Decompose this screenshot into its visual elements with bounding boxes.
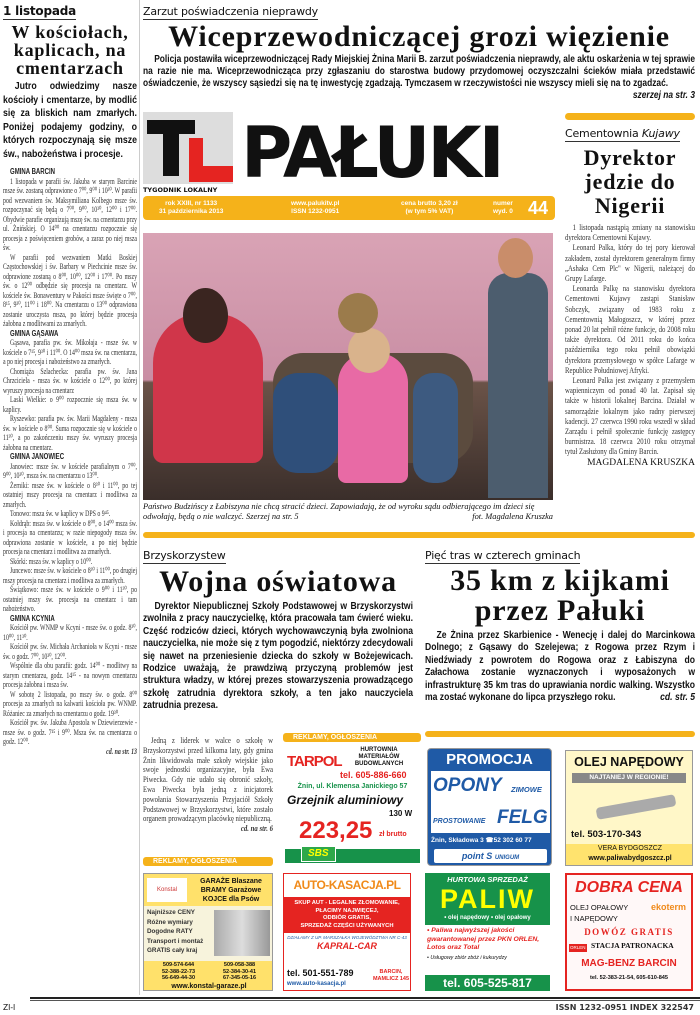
masthead [143, 112, 555, 222]
paragraph: Tonowo: msza św. w kaplicy w DPS o 9⁴⁵. [10, 509, 111, 518]
paragraph: Kościół pw. św. Jakuba Apostola w Dziewierzewie - msze św. o godz. 7¹⁵ i 9⁰⁰. Msza św. na cmentarzu o godz. 12⁰⁰. [3, 718, 138, 746]
ad-paliw[interactable] [425, 873, 550, 991]
column-divider [139, 0, 140, 995]
ad-text: Dogodne RATY [147, 928, 193, 936]
tl-logo [143, 112, 233, 184]
ads-label: REKLAMY, OGŁOSZENIA [283, 733, 421, 742]
paper-title: PAŁUKI [241, 112, 502, 194]
ad-text: STACJA PATRONACKA [591, 941, 674, 950]
photo-caption [143, 502, 553, 522]
price: cena brutto 3,20 zł [401, 200, 458, 207]
paragraph: W sobotę 2 listopada, po mszy św. o godz. 8⁰⁰ procesja za zmarłych na kalwarii kościoła pw. WNMP. Różaniec za zmarłych na cmentarzu o godz. 19³⁰. [3, 689, 138, 718]
ad-phone: 52-388-22-73 [161, 968, 196, 975]
paragraph: Juncewo: msze św. w kościele o 8³⁰ i 11⁰⁰, po drugiej mszy procesja na cmentarz i modlitwa za zmarłych. [3, 566, 138, 585]
ad-text: VERA BYDGOSZCZ [597, 845, 663, 852]
ad-phone: 56-649-44-30 [161, 975, 196, 981]
ad-website: www.konstal-garaze.pl [171, 983, 247, 990]
ad-phone: tel. 503-170-343 [571, 829, 642, 840]
photo-credit: fot. Magdalena Kruszka [472, 512, 553, 521]
ad-text: FELG [497, 807, 548, 828]
paragraph: Żerniki: msze św. w kościele o 8³⁰ i 11⁰⁰, po tej ostatniej mszy procesja na cmentarz i modlitwa za zmarłych. [3, 480, 138, 509]
ad-konstal[interactable] [143, 873, 273, 991]
ad-text: BRAMY Garażowe [200, 887, 262, 894]
paragraph: Leonard Palka jest związany z przemysłem wapienniczym od ponad 40 lat. Zapisał się także w historii lokalnej Barcina. Działał w samorządzie lokalnym jako radny pierwszej kadencji. 27 czerwca 1990 roku wszedł w skład Zarządu i pełnił społecznie funkcję zastępcy burmistrza. 18 czerwca 2010 roku otrzymał tytuł Zasłużony dla Gminy Barcin. [565, 375, 695, 457]
ad-text: PROSTOWANIE [433, 818, 486, 825]
ad-price: 223,25 [299, 817, 373, 844]
family-photo [143, 233, 553, 500]
ad-phone: 67-345-05-16 [222, 975, 257, 981]
headline: 35 km z kijkami przez Pałuki [450, 564, 670, 627]
paragraph: Kościół pw. WNMP w Kcyni - msze św. o godz. 8³⁰, 10⁰⁰, 11³⁰. [3, 623, 138, 642]
vat: (w tym 5% VAT) [405, 208, 454, 215]
headline: Wojna oświatowa [159, 565, 397, 598]
ad-phone: 509-574-644 [162, 962, 195, 968]
ad-text: PŁACIMY NAJWIĘCEJ, [315, 907, 379, 914]
paragraph: Wspólnie dla obu parafii: godz. 14⁰⁰ - modlitwy na starym cmentarzu, godz. 14¹⁵ - na nowym cmentarzu procesja żałobna i msza św. [3, 661, 138, 689]
ad-text: HURTOWA SPRZEDAŻ [447, 875, 528, 884]
section-heading: GMINA KCYNIA [10, 612, 55, 623]
issue-number: 44 [528, 198, 549, 218]
ad-text: • Paliwa najwyższej jakości gwarantowanej przez PKN ORLEN, Lotos oraz Total [427, 927, 540, 951]
ad-website: www.auto-kasacja.pl [287, 981, 346, 987]
issn: ISSN 1232-0951 [291, 208, 340, 215]
ad-title: PALIW [440, 884, 535, 914]
kicker: 1 listopada [3, 4, 77, 18]
ad-text: zł brutto [379, 831, 407, 838]
info-bar [143, 196, 555, 220]
orlen-logo: ORLEN [570, 945, 586, 950]
ad-text: ZIMOWE [511, 785, 542, 794]
left-article [3, 2, 137, 756]
separator [565, 113, 695, 120]
paragraph: Leonarda Palkę na stanowisku dyrektora Cementowni Kujawy zastąpi Stanisław Sobczyk, związany od 1983 roku z Cementownią Małogoszcz, w której przez ponad 20 lat pełnił różne funkcje, do 2008 roku także dyrektora. Od 2011 roku do końca października tego roku pełnił obowiązki dyrektora przemysłowego w spółce Lafarge w Republice Południowej Afryki. [565, 283, 695, 375]
continuation[interactable]: szerzej na str. 3 [632, 89, 695, 101]
footer-rule [30, 997, 700, 1001]
right-article [565, 124, 695, 469]
ad-text: ODBIÓR GRATIS, [323, 915, 371, 921]
kicker: Pięć tras w czterech gminach [425, 549, 581, 562]
top-article [143, 2, 695, 101]
ad-dobra-cena[interactable] [565, 873, 693, 991]
lead: Policja postawiła wiceprzewodniczącej Rady Miejskiej Żnina Marii B. zarzut poświadczenia nieprawdy, ale aktu oskarżenia w tej sprawie na razie nie ma. Wiceprzewodnicząca przy zgłaszaniu do starostwa budowy przydomowej oczyszczalni ścieków miała przedstawić oświadczenie, że wszyscy sąsiedzi się na tę inwestycję zgadzają. Tymczasem w rzeczywistości nie wszyscy mieli się na to zgadzać. [143, 53, 695, 89]
paragraph: Chomiąża Szlachecka: parafia pw. św. Jana Chrzciciela - msza św. w kościele o 12⁰⁰, po której wyruszy procesja na cmentarz [3, 366, 138, 395]
ad-phone: tel. 501-551-789 [287, 968, 354, 978]
section-heading: GMINA BARCIN [10, 166, 56, 176]
lead: Jutro odwiedzimy nasze kościoły i cmentarze, by modlić się za bliskich nam zmarłych. Poniżej podajemy godziny, o których rozpoczynają się msze św., nabożeństwa i procesje. [3, 80, 138, 160]
points-logo: point S [461, 851, 493, 861]
ad-text: 130 W [389, 809, 413, 818]
kicker-italic: Kujawy [641, 127, 680, 140]
ad-text: • Usługowy zbiór zbóż i kukurydzy [427, 954, 507, 961]
ad-text: GRATIS cały kraj [147, 947, 198, 955]
tarpol-logo: TARPOL [287, 753, 342, 770]
paragraph: Kołdrąb: msza św. w kościele o 8⁰⁰, o 14⁰⁰ msza św. i procesja na cmentarzu; w razie niepogody msza św. odprawiona zostanie w kościele, a po niej będzie procesja na cmentarz i modlitwa za zmarłych. [3, 518, 138, 556]
sbs-logo: SBS [301, 846, 336, 862]
ad-text: SPRZEDAŻ CZĘŚCI UŻYWANYCH [300, 922, 394, 929]
ads-label: REKLAMY, OGŁOSZENIA [143, 857, 273, 866]
ad-kasacja[interactable] [283, 873, 411, 991]
school-article [143, 546, 413, 712]
kicker: Zarzut poświadczenia nieprawdy [143, 5, 318, 18]
ad-text: SKUP AUT - LEGALNE ZŁOMOWANIE, [294, 900, 400, 906]
ad-text: I NAPĘDOWY [570, 914, 618, 923]
ad-title: AUTO-KASACJA.PL [293, 878, 401, 892]
paragraph: 1 listopada w parafii św. Jakuba w starym Barcinie msze św. zostaną odprawione o 7⁰⁰, 9⁰⁰ i 10³⁰. W parafii pod wezwaniem św. Maksymiliana Kolbego msze św. rozpoczynać się będą o 7⁰⁰, 9⁰⁰, 10³⁰, 12⁰⁰ i 17⁰⁰. Obydwie parafie organizują mszę św. na cmentarzu przy ul. Żnińskiej. O 14⁰⁰ na cmentarzu rozpocznie się procesja z poświęceniem grobów, a zaraz po niej msza św. [3, 176, 138, 252]
ad-title: DOBRA CENA [575, 879, 683, 896]
headline: Wiceprzewodniczącej grozi więzienie [168, 20, 670, 53]
ad-text: OLEJ OPAŁOWY [570, 903, 629, 912]
issue: rok XXIII, nr 1133 [165, 200, 218, 207]
ad-text: NAJTANIEJ W REGIONIE! [572, 773, 686, 783]
article-body [3, 167, 137, 756]
walk-article [425, 546, 695, 703]
body-text: Jedną z liderek w walce o szkołę w Brzyskorzystwi przed kilkoma laty, gdy gmina Żnin likwidowała małe szkoły wiejskie jako swoje jednostki organizacyjne, była Ewa Piwecka. Gdy nie udało się obronić szkoły, Ewa Piwecka była jedną z inicjatorek powołania Stowarzyszenia Przyjaciół Szkoły Podstawowej w Brzyskorzystwi, które zostało organem prowadzącym placówkę niepubliczną. [143, 735, 274, 824]
kicker: Brzyskorzystew [143, 549, 226, 562]
paragraph: Janowiec: msze św. w kościele parafialnym o 7⁰⁰, 9⁰⁰, 10³⁰, msza św. na cmentarzu o 13⁰⁰. [3, 461, 138, 480]
ad-phone: tel. 605-525-817 [425, 975, 550, 991]
konstal-logo: Konstal [147, 878, 187, 902]
ad-text: Najniższe CENY [147, 909, 195, 916]
paragraph: Leonard Palka, który do tej pory kierował zakładem, został dyrektorem generalnym firmy „Ashaka Cem Plc" w Nigerii, należącej do Grupy Lafarge. [565, 242, 695, 284]
ad-phone: 509-058-388 [223, 962, 256, 968]
continuation[interactable]: cd. na str. 6 [240, 823, 274, 834]
ad-phone: tel. 52-383-21-54, 605-610-845 [589, 975, 669, 981]
ad-text: Transport i montaż [147, 937, 204, 945]
ad-olej[interactable] [565, 750, 693, 866]
ad-address: Żnin, ul. Klemensa Janickiego 57 [297, 783, 408, 790]
paragraph: Skórki: msza św. w kaplicy o 10⁰⁰. [10, 556, 93, 566]
paragraph: Ryszewko: parafia pw. św. Marii Magdaleny - msza św. w kościele o 8⁰⁰. Suma rozpocznie się w kościele o 11³⁰, a po zakończeniu mszy św. wyruszy procesja żałobna na cmentarz. [3, 414, 138, 452]
garage-image [214, 910, 270, 956]
ad-opony[interactable] [427, 748, 552, 866]
paragraph: 1 listopada nastąpią zmiany na stanowisku dyrektora Cementowni Kujawy. [565, 222, 695, 243]
headline: W kościołach, kaplicach, na cmentarzach [11, 22, 129, 78]
ad-phone: 52-384-30-41 [222, 968, 257, 975]
ad-product: Grzejnik aluminiowy [287, 793, 404, 807]
ad-text: KOJCE dla Psów [202, 896, 260, 903]
ad-text: DZIAŁAMY Z UP. MARSZAŁKA WOJEWÓDZTWA NR C-43 [287, 935, 407, 940]
article-body [565, 222, 695, 457]
issn-index: ISSN 1232-0951 INDEX 322547 [555, 1003, 694, 1012]
byline: MAGDALENA KRUSZKA [587, 457, 695, 468]
date: 31 października 2013 [159, 208, 224, 215]
ad-address: Żnin, Składowa 3 ☎52 302 60 77 [431, 837, 532, 844]
paragraph: Gąsawa, parafia pw. św. Mikołaja - msze św. w kościele o 7¹⁵, 9³⁰ i 11⁰⁰. O 14⁰⁰ msza św. na cmentarzu, a po niej procesja i nabożeństwo za zmarłych. [3, 338, 138, 366]
section-heading: GMINA GĄSAWA [10, 327, 59, 338]
ad-text: OPONY [433, 775, 502, 796]
logo-subtitle: TYGODNIK LOKALNY [143, 186, 218, 194]
continuation[interactable]: cd. str. 5 [660, 691, 696, 704]
ad-tarpol[interactable] [285, 745, 420, 867]
separator [143, 532, 695, 538]
website[interactable]: www.palukitv.pl [291, 200, 340, 207]
ad-text: PROMOCJA [446, 751, 533, 768]
article-paragraphs [3, 167, 137, 747]
ad-text: GARAŻE Blaszane [200, 878, 262, 885]
unigum-logo: UNIGUM [494, 855, 520, 861]
paragraph: Kościół pw. św. Michała Archanioła w Kcyni - msze św. o godz. 7⁰⁰, 10³⁰, 12⁰⁰. [3, 642, 138, 661]
ad-text: HURTOWNIA MATERIAŁÓW BUDOWLANYCH [354, 747, 404, 767]
ad-text: Różne wymiary [147, 918, 193, 926]
numer-label: numer [493, 200, 513, 207]
school-body [143, 736, 273, 834]
ad-text: MAG-BENZ BARCIN [581, 958, 677, 969]
paragraph: W parafii pod wezwaniem Matki Boskiej Częstochowskiej i św. Barbary w Piechcinie msze św. odprawione zostaną o 8⁰⁰, 10⁰⁰, 12⁰⁰ i 17⁰⁰. Po mszy św. o 12⁰⁰ odbędzie się procesja na cmentarz. W kościele św. Bonawentury w Pakości msze święte o 7⁰⁰, 8¹⁵, 9³⁰, 11⁰⁰ i 18⁰⁰. Na cmentarzu o 13⁰⁰ odprawiona zostanie uroczysta msza, po której będzie procesja żałobna z modlitwami za zmarłych. [3, 252, 138, 328]
lead: Ze Żnina przez Skarbienice - Wenecję i dalej do Marcinkowa Dolnego; z Gąsawy do Szelejewa; z Rogowa przez Rzym i Niedźwiady z powrotem do Rogowa oraz z Łabiszyna do Załachowa zostanie wyznaczonych i wyposażonych w infrastrukturę 35 km tras do uprawiania nordic walking. Wszystko ma zostać wykonane do lipca przyszłego roku. [425, 629, 696, 704]
ad-website: www.paliwabydgoszcz.pl [588, 855, 672, 862]
paragraph: Laski Wielkie: o 9⁰⁰ rozpocznie się msza św. w kaplicy. [3, 395, 138, 414]
continuation[interactable]: cd. na str. 13 [106, 746, 138, 756]
ad-text: OLEJ NAPĘDOWY [574, 755, 684, 769]
fuel-nozzle-icon [596, 794, 677, 820]
caption-text: Państwo Budzińscy z Łabiszyna nie chcą stracić dzieci. Zapowiadają, że od wyroku sądu odbierającego im dzieci się odwołają, będą o nie walczyć. Szerzej na str. 5 [143, 502, 535, 521]
kapralcar-logo: KAPRAL-CAR [317, 941, 377, 951]
separator [425, 731, 695, 737]
ad-text: • olej napędowy • olej opałowy [444, 915, 531, 921]
edition: wyd. 0 [493, 208, 513, 215]
page-marker: ZI-I [3, 1003, 16, 1012]
lead: Dyrektor Niepublicznej Szkoły Podstawowej w Brzyskorzystwi zwolniła z pracy nauczycielkę, która pracowała tam ćwierć wieku. Część rodziców dzieci, których wychowawczynią była zwolniona nauczycielka, nie może się z tym pogodzić, niektórzy zdecydowali się nawet na przeniesienie dziecka do szkoły w Bożejewicach. Rodzice uważają, że prawdziwą przyczyną problemów jest struktura władzy, w której prezes stowarzyszenia prowadzącego szkołę zatrudnia dyrektora szkoły, a ten jako nauczyciela zatrudnia prezesa. [143, 600, 414, 712]
ad-address: BARCIN, MAMLICZ 145 [372, 969, 410, 982]
ad-phone: tel. 605-886-660 [340, 770, 407, 780]
kicker: Cementownia [565, 127, 642, 140]
ad-text: DOWÓZ GRATIS [584, 927, 674, 937]
section-heading: GMINA JANOWIEC [10, 451, 65, 461]
headline: Dyrektor jedzie do Nigerii [583, 145, 677, 218]
ekoterm-logo: ekoterm [651, 902, 687, 912]
paragraph: Świątkowo: msze św. w kościele o 9⁰⁰ i 11³⁰, po ostatniej mszy św. procesja na cmentarz i tam nabożeństwo. [3, 585, 138, 613]
